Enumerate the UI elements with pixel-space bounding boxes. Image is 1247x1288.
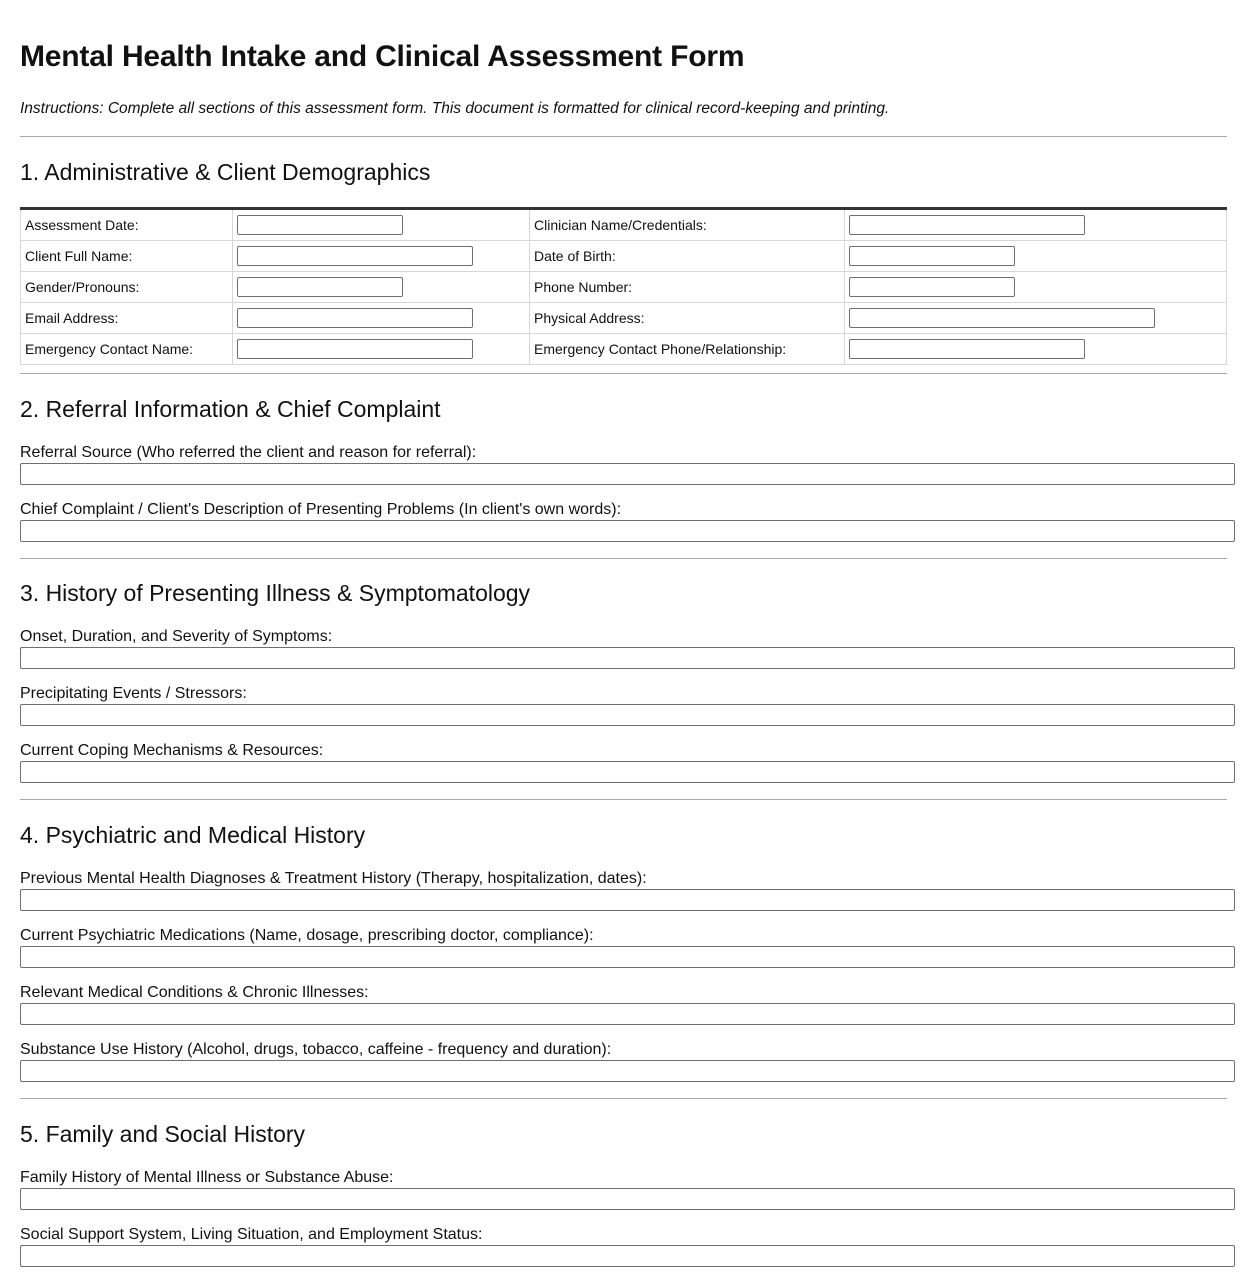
symptoms-onset-field[interactable] (20, 647, 1235, 669)
phone-number-label: Phone Number: (530, 272, 845, 303)
substance-use-label: Substance Use History (Alcohol, drugs, tobacco, caffeine - frequency and duration): (20, 1041, 612, 1058)
email-address-field[interactable] (237, 308, 473, 328)
social-support-label: Social Support System, Living Situation, and Employment Status: (20, 1226, 483, 1243)
substance-use-field[interactable] (20, 1060, 1235, 1082)
table-row (21, 241, 1227, 272)
section-divider (20, 1098, 1227, 1099)
email-address-label: Email Address: (21, 303, 233, 334)
section-divider (20, 373, 1227, 374)
coping-mechanisms-label: Current Coping Mechanisms & Resources: (20, 742, 324, 759)
physical-address-label: Physical Address: (530, 303, 845, 334)
previous-diagnoses-field[interactable] (20, 889, 1235, 911)
section-divider (20, 799, 1227, 800)
family-history-label: Family History of Mental Illness or Substance Abuse: (20, 1169, 394, 1186)
chief-complaint-label: Chief Complaint / Client's Description of Presenting Problems (In client's own words): (20, 501, 622, 518)
date-of-birth-label: Date of Birth: (530, 241, 845, 272)
section-heading-referral: 2. Referral Information & Chief Complaint (20, 396, 441, 422)
current-medications-label: Current Psychiatric Medications (Name, dosage, prescribing doctor, compliance): (20, 927, 594, 944)
chief-complaint-field[interactable] (20, 520, 1235, 542)
precipitating-events-label: Precipitating Events / Stressors: (20, 685, 247, 702)
social-support-field[interactable] (20, 1245, 1235, 1267)
table-row (21, 303, 1227, 334)
section-heading-psychiatric-history: 4. Psychiatric and Medical History (20, 822, 366, 848)
clinician-name-label: Clinician Name/Credentials: (530, 209, 845, 241)
section-heading-demographics: 1. Administrative & Client Demographics (20, 159, 431, 185)
referral-source-field[interactable] (20, 463, 1235, 485)
symptoms-onset-label: Onset, Duration, and Severity of Symptoms: (20, 628, 333, 645)
physical-address-field[interactable] (849, 308, 1155, 328)
gender-pronouns-label: Gender/Pronouns: (21, 272, 233, 303)
client-name-field[interactable] (237, 246, 473, 266)
date-of-birth-field[interactable] (849, 246, 1015, 266)
section-divider (20, 558, 1227, 559)
table-row (21, 272, 1227, 303)
emergency-contact-phone-field[interactable] (849, 339, 1085, 359)
referral-source-label: Referral Source (Who referred the client and reason for referral): (20, 444, 477, 461)
medical-conditions-label: Relevant Medical Conditions & Chronic Illnesses: (20, 984, 369, 1001)
assessment-date-label: Assessment Date: (21, 209, 233, 241)
instructions-text: Instructions: Complete all sections of this assessment form. This document is formatted for clinical record-keeping and printing. (20, 100, 890, 117)
page-title: Mental Health Intake and Clinical Assessment Form (20, 40, 745, 73)
precipitating-events-field[interactable] (20, 704, 1235, 726)
section-divider (20, 136, 1227, 137)
previous-diagnoses-label: Previous Mental Health Diagnoses & Treatment History (Therapy, hospitalization, dates): (20, 870, 647, 887)
emergency-contact-name-field[interactable] (237, 339, 473, 359)
assessment-date-field[interactable] (237, 215, 403, 235)
medical-conditions-field[interactable] (20, 1003, 1235, 1025)
clinician-name-field[interactable] (849, 215, 1085, 235)
current-medications-field[interactable] (20, 946, 1235, 968)
section-heading-presenting-illness: 3. History of Presenting Illness & Symptomatology (20, 580, 531, 606)
table-row (21, 334, 1227, 365)
section-heading-family-social: 5. Family and Social History (20, 1121, 306, 1147)
phone-number-field[interactable] (849, 277, 1015, 297)
demographics-table (20, 207, 1227, 365)
emergency-contact-phone-label: Emergency Contact Phone/Relationship: (530, 334, 845, 365)
coping-mechanisms-field[interactable] (20, 761, 1235, 783)
emergency-contact-name-label: Emergency Contact Name: (21, 334, 233, 365)
family-history-field[interactable] (20, 1188, 1235, 1210)
table-row (21, 209, 1227, 241)
client-name-label: Client Full Name: (21, 241, 233, 272)
gender-pronouns-field[interactable] (237, 277, 403, 297)
